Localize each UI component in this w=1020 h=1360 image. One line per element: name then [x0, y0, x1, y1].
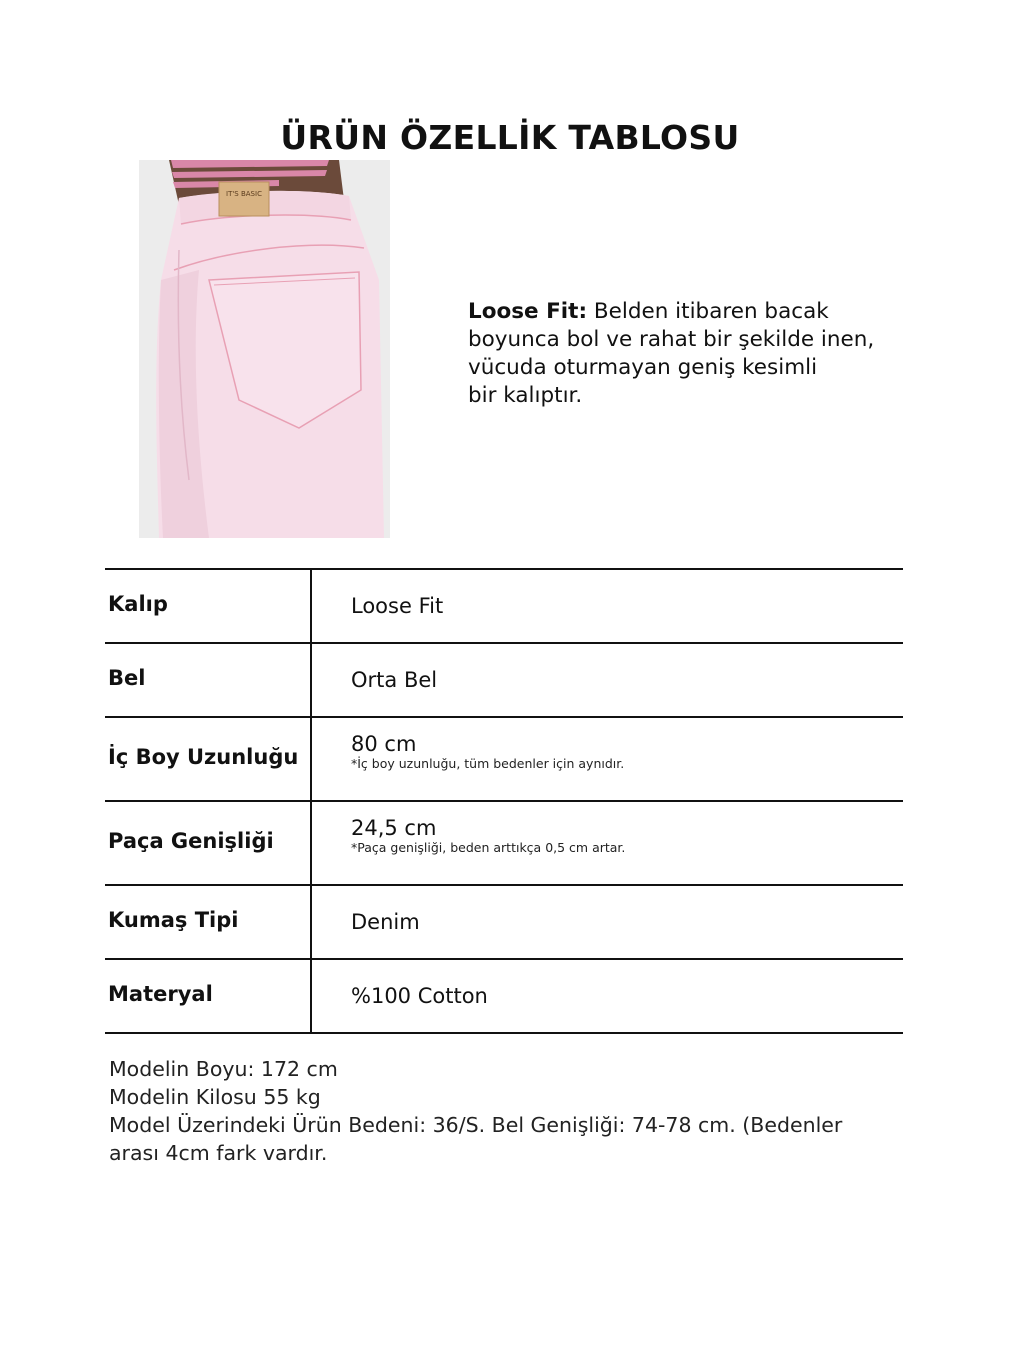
- spec-value-text: Orta Bel: [351, 668, 438, 692]
- fit-description-line: bir kalıptır.: [468, 383, 583, 408]
- jeans-back-illustration: [139, 160, 390, 538]
- table-row: [105, 885, 903, 959]
- product-image: [139, 160, 390, 538]
- spec-value-text: 24,5 cm: [351, 816, 437, 840]
- fit-term: Loose Fit:: [468, 299, 588, 324]
- fit-description-line: Belden itibaren bacak: [593, 299, 829, 324]
- model-info-line: Modelin Kilosu 55 kg: [109, 1085, 321, 1109]
- spec-label: Kalıp: [105, 569, 311, 643]
- table-row: [105, 717, 903, 801]
- label-brand-text: IT'S BASIC: [226, 190, 262, 198]
- spec-label: Kumaş Tipi: [105, 885, 311, 959]
- spec-value-text: 80 cm: [351, 732, 417, 756]
- model-info-line: Modelin Boyu: 172 cm: [109, 1057, 338, 1081]
- spec-value: [311, 885, 903, 959]
- model-info-line: arası 4cm fark vardır.: [109, 1141, 328, 1165]
- spec-label: Materyal: [105, 959, 311, 1033]
- spec-value: [311, 959, 903, 1033]
- table-row: [105, 959, 903, 1033]
- spec-value: [311, 801, 903, 885]
- spec-value: [311, 717, 903, 801]
- spec-note: *Paça genişliği, beden arttıkça 0,5 cm artar.: [351, 840, 626, 855]
- fit-description: [468, 298, 938, 410]
- table-row: [105, 569, 903, 643]
- spec-table: [105, 568, 903, 1034]
- spec-value: [311, 643, 903, 717]
- table-row: [105, 801, 903, 885]
- fit-description-line: vücuda oturmayan geniş kesimli: [468, 355, 818, 380]
- model-info: [109, 1055, 929, 1167]
- model-info-line: Model Üzerindeki Ürün Bedeni: 36/S. Bel Genişliği: 74-78 cm. (Bedenler: [109, 1113, 843, 1137]
- spec-value-text: Loose Fit: [351, 594, 444, 618]
- fit-description-line: boyunca bol ve rahat bir şekilde inen,: [468, 327, 875, 352]
- spec-label: Paça Genişliği: [105, 801, 311, 885]
- spec-note: *İç boy uzunluğu, tüm bedenler için aynıdır.: [351, 756, 625, 771]
- spec-label: Bel: [105, 643, 311, 717]
- spec-value-text: %100 Cotton: [351, 984, 488, 1008]
- page-title: ÜRÜN ÖZELLİK TABLOSU: [280, 118, 740, 158]
- spec-value-text: Denim: [351, 910, 420, 934]
- spec-value: [311, 569, 903, 643]
- spec-label: İç Boy Uzunluğu: [105, 717, 311, 801]
- table-row: [105, 643, 903, 717]
